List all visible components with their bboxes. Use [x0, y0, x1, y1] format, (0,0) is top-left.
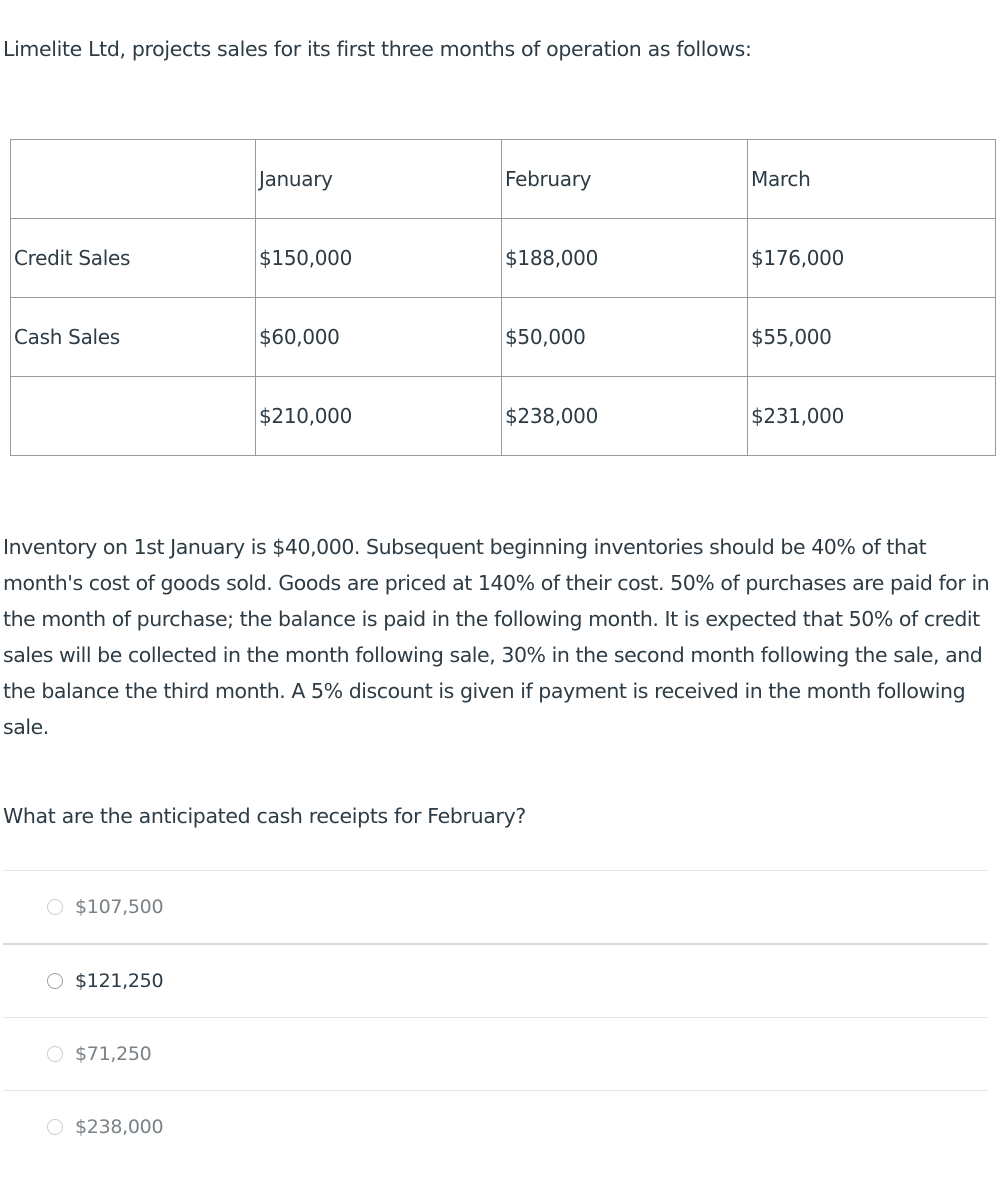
table-header-cell: [11, 140, 256, 219]
table-cell: $60,000: [256, 298, 502, 377]
radio-button[interactable]: [47, 1046, 63, 1062]
answer-option-4[interactable]: [3, 1091, 988, 1163]
table-header-march: March: [748, 140, 996, 219]
radio-button[interactable]: [47, 1119, 63, 1135]
table-header-february: February: [502, 140, 748, 219]
table-cell: $238,000: [502, 377, 748, 456]
table-row-credit-sales: [11, 219, 996, 298]
table-cell: $176,000: [748, 219, 996, 298]
table-row-total: [11, 377, 996, 456]
answer-list: [3, 870, 988, 1163]
answer-option-2[interactable]: [3, 945, 988, 1018]
table-cell: $55,000: [748, 298, 996, 377]
answer-label: $238,000: [75, 1116, 164, 1138]
answer-option-3[interactable]: [3, 1018, 988, 1091]
table-header-january: January: [256, 140, 502, 219]
question-intro: Limelite Ltd, projects sales for its first three months of operation as follows:: [3, 37, 752, 61]
table-cell: $231,000: [748, 377, 996, 456]
table-cell: $150,000: [256, 219, 502, 298]
question-body: Inventory on 1st January is $40,000. Subsequent beginning inventories should be 40% of that month's cost of goods sold. Goods are priced at 140% of their cost. 50% of purchases are paid for in the month of purchase; the balance is paid in the following month. It is expected that 50% of credit sales will be collected in the month following sale, 30% in the second month following the sale, and the balance the third month. A 5% discount is given if payment is received in the month following sale.: [3, 535, 990, 739]
table-row-cash-sales: [11, 298, 996, 377]
sales-table: [10, 139, 996, 456]
row-label: [11, 377, 256, 456]
table-cell: $210,000: [256, 377, 502, 456]
radio-button[interactable]: [47, 973, 63, 989]
table-cell: $188,000: [502, 219, 748, 298]
answer-label: $121,250: [75, 970, 164, 992]
answer-label: $107,500: [75, 896, 164, 918]
table-cell: $50,000: [502, 298, 748, 377]
radio-button[interactable]: [47, 899, 63, 915]
answer-label: $71,250: [75, 1043, 152, 1065]
answer-option-1[interactable]: [3, 871, 988, 945]
row-label: Cash Sales: [11, 298, 256, 377]
question-prompt: What are the anticipated cash receipts for February?: [3, 804, 526, 828]
row-label: Credit Sales: [11, 219, 256, 298]
table-header-row: [11, 140, 996, 219]
